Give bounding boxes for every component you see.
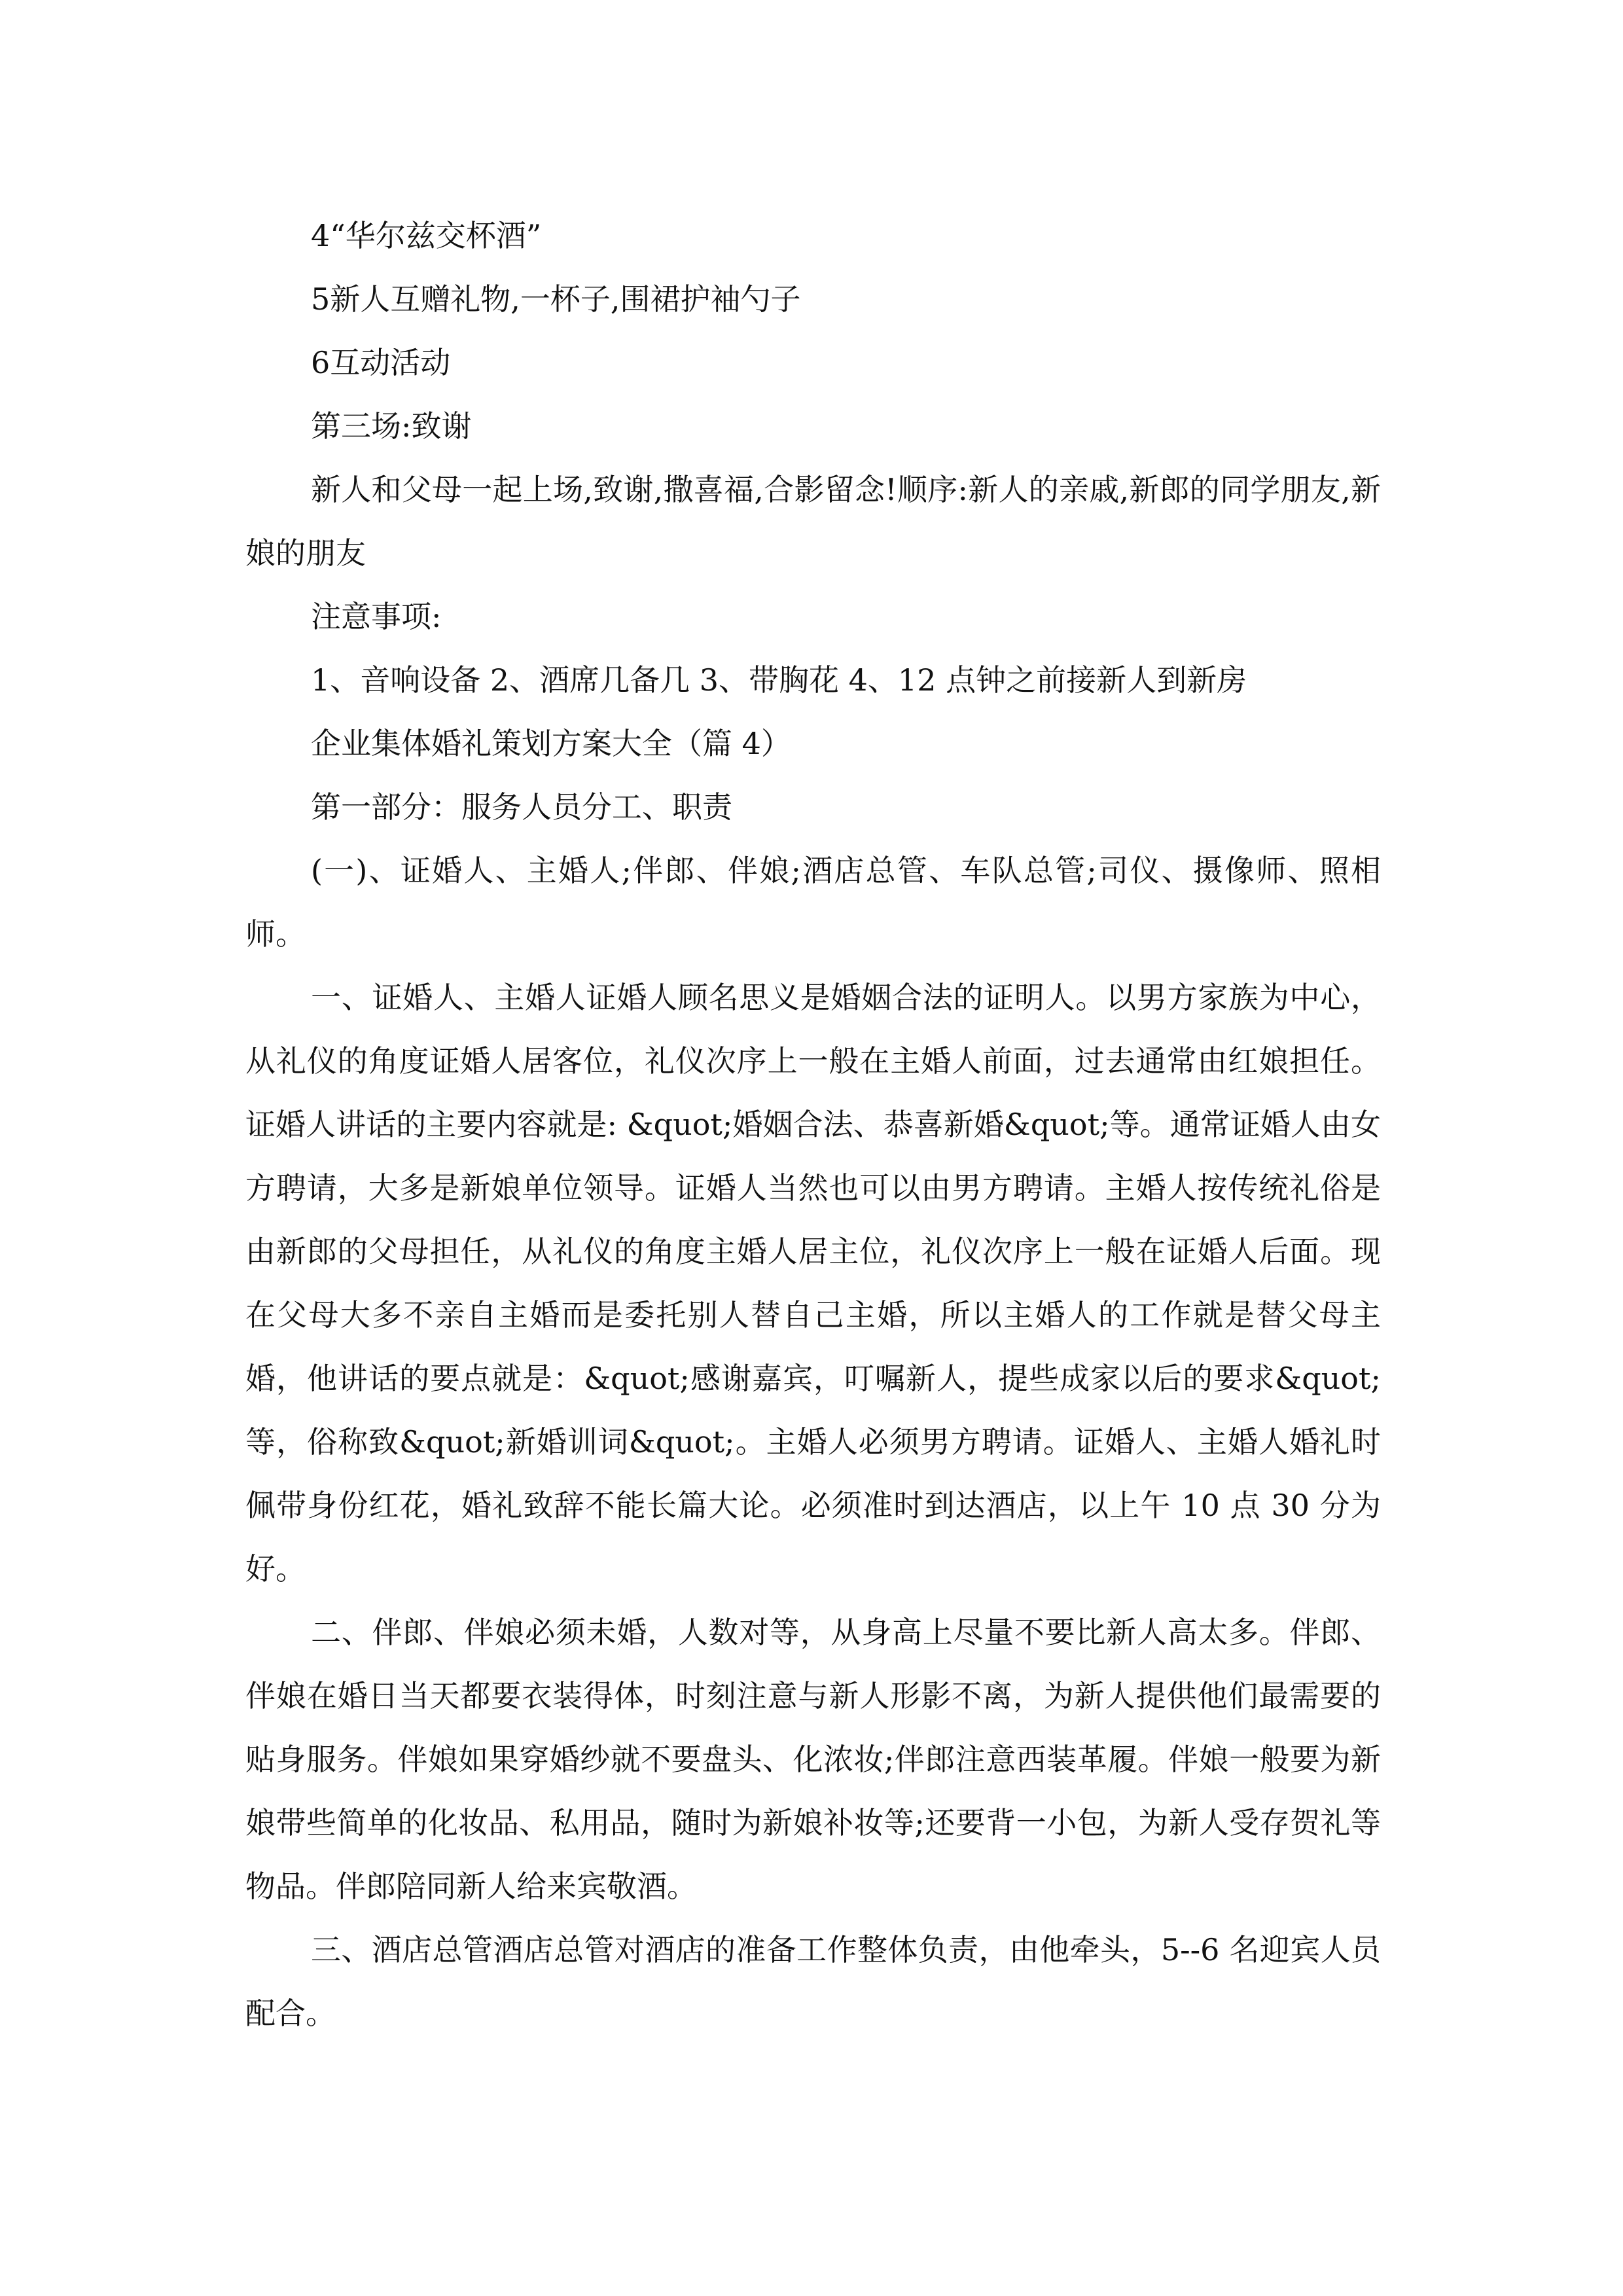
notes-heading: 注意事项: xyxy=(311,599,442,634)
document-body xyxy=(245,204,1381,2045)
witness-host-paragraph: 一、证婚人、主婚人证婚人顾名思义是婚姻合法的证明人。以男方家族为中心，从礼仪的角度证婚人居客位，礼仪次序上一般在主婚人前面，过去通常由红娘担任。证婚人讲话的主要内容就是: &quot;婚姻合法、恭喜新婚&quot;等。通常证婚人由女方聘请，大多是新娘单位领导。证婚人当然也可以由男方聘请。主婚人按传统礼俗是由新郎的父母担任，从礼仪的角度主婚人居主位，礼仪次序上一般在证婚人后面。现在父母大多不亲自主婚而是委托别人替自己主婚，所以主婚人的工作就是替父母主婚，他讲话的要点就是：&quot;感谢嘉宾，叮嘱新人，提些成家以后的要求&quot;等，俗称致&quot;新婚训词&quot;。主婚人必须男方聘请。证婚人、主婚人婚礼时佩带身份红花，婚礼致辞不能长篇大论。必须准时到达酒店，以上午 10 点 30 分为好。 xyxy=(245,980,1381,1587)
section-title: 企业集体婚礼策划方案大全（篇 4） xyxy=(311,726,791,761)
hotel-manager-paragraph: 三、酒店总管酒店总管对酒店的准备工作整体负责，由他牵头，5--6 名迎宾人员配合。 xyxy=(245,1932,1381,2031)
program-item-4: 4“华尔兹交杯酒” xyxy=(311,218,542,253)
part-one-title: 第一部分：服务人员分工、职责 xyxy=(311,789,732,825)
scene-three-heading: 第三场:致谢 xyxy=(311,408,472,444)
program-item-6: 6互动活动 xyxy=(311,345,451,380)
program-item-5: 5新人互赠礼物,一杯子,围裙护袖勺子 xyxy=(311,281,801,317)
groomsman-bridesmaid-paragraph: 二、伴郎、伴娘必须未婚，人数对等，从身高上尽量不要比新人高太多。伴郎、伴娘在婚日当天都要衣装得体，时刻注意与新人形影不离，为新人提供他们最需要的贴身服务。伴娘如果穿婚纱就不要盘头、化浓妆;伴郎注意西装革履。伴娘一般要为新娘带些简单的化妆品、私用品，随时为新娘补妆等;还要背一小包，为新人受存贺礼等物品。伴郎陪同新人给来宾敬酒。 xyxy=(245,1615,1381,1904)
roles-paragraph: (一)、证婚人、主婚人;伴郎、伴娘;酒店总管、车队总管;司仪、摄像师、照相师。 xyxy=(245,853,1381,952)
notes-items: 1、音响设备 2、酒席几备几 3、带胸花 4、12 点钟之前接新人到新房 xyxy=(311,662,1247,698)
thanks-paragraph: 新人和父母一起上场,致谢,撒喜福,合影留念!顺序:新人的亲戚,新郎的同学朋友,新娘的朋友 xyxy=(245,472,1381,571)
